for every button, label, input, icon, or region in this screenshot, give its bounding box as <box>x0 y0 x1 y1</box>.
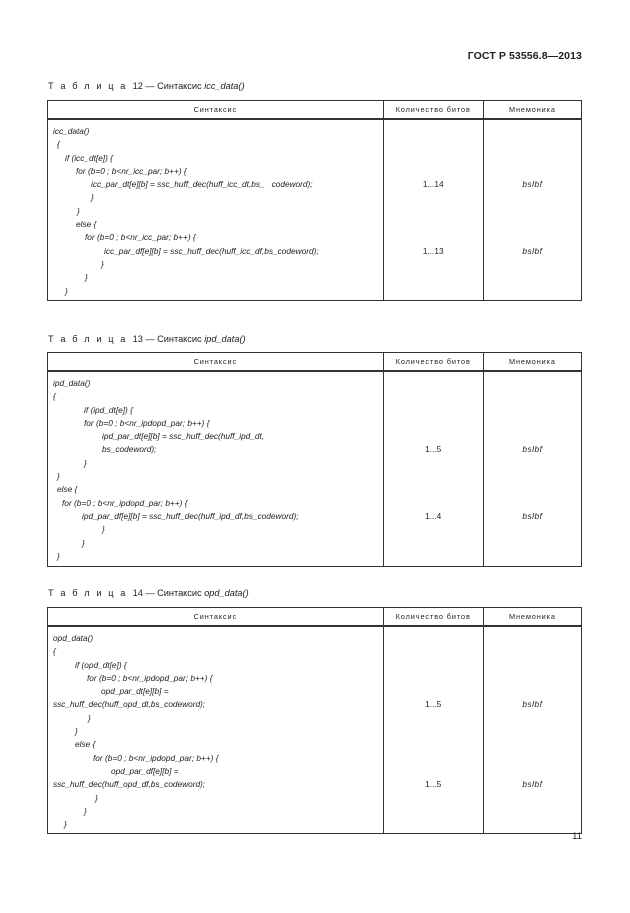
code-line: opd_par_dt[e][b] = <box>101 686 169 697</box>
syntax-cell <box>48 371 384 567</box>
mnemonic-value <box>484 417 581 430</box>
mnemonic-value <box>484 765 581 778</box>
mnemonic-value <box>484 685 581 698</box>
column-header-mnemonic: Мнемоника <box>483 353 581 372</box>
mnemonic-value <box>484 712 581 725</box>
caption-function: opd_data() <box>204 588 249 598</box>
mnemonic-value <box>484 430 581 443</box>
mnemonic-value <box>484 645 581 658</box>
code-line: else { <box>76 219 97 230</box>
mnemonic-value: bslbf <box>522 779 543 790</box>
code-line: } <box>82 537 85 548</box>
bits-value <box>384 125 483 138</box>
code-line: } <box>101 258 104 269</box>
code-line: for (b=0 ; b<nr_ipdopd_par; b++) { <box>93 752 219 763</box>
caption-number: 13 <box>132 334 143 344</box>
bits-value <box>384 497 483 510</box>
mnemonic-value <box>484 152 581 165</box>
bits-value: 1...5 <box>425 699 442 710</box>
mnemonic-value: bslbf <box>522 245 543 256</box>
code-line: } <box>95 792 98 803</box>
bits-value <box>384 390 483 403</box>
column-header-syntax: Синтаксис <box>48 608 384 627</box>
mnemonic-value <box>484 191 581 204</box>
code-line: } <box>57 471 60 482</box>
mnemonic-value <box>484 377 581 390</box>
bits-value: 1...13 <box>422 245 444 256</box>
caption-label: Т а б л и ц а <box>48 334 128 344</box>
code-line: } <box>64 819 67 830</box>
bits-value: 1...4 <box>425 510 442 521</box>
bits-value: 1...14 <box>422 179 444 190</box>
column-header-syntax: Синтаксис <box>48 101 384 120</box>
code-line: } <box>75 726 78 737</box>
code-line: icc_data() <box>53 126 90 136</box>
table-body-row <box>48 119 582 300</box>
mnemonic-value <box>484 390 581 403</box>
mnemonic-value <box>484 205 581 218</box>
column-header-syntax: Синтаксис <box>48 353 384 372</box>
caption-label: Т а б л и ц а <box>48 588 128 598</box>
mnemonic-value <box>484 404 581 417</box>
code-line: { <box>53 391 56 402</box>
table-body-row <box>48 626 582 834</box>
mnemonic-value <box>484 483 581 496</box>
code-line: } <box>65 285 68 296</box>
caption-dash: — <box>145 588 155 598</box>
column-header-bits: Количество битов <box>383 353 483 372</box>
mnemonic-value <box>484 470 581 483</box>
table-12-caption <box>48 81 245 91</box>
syntax-table-12 <box>47 100 582 301</box>
code-line: else { <box>57 484 78 495</box>
bits-value <box>384 470 483 483</box>
column-header-mnemonic: Мнемоника <box>483 101 581 120</box>
code-line: ssc_huff_dec(huff_opd_dt,bs_codeword); <box>53 699 206 710</box>
code-line: icc_par_df[e][b] = ssc_huff_dec(huff_icc_df,bs_codeword); <box>104 245 319 256</box>
code-line: ipd_data() <box>53 378 91 388</box>
mnemonic-value <box>484 672 581 685</box>
code-line: bs_codeword); <box>102 444 157 455</box>
table-body-row <box>48 371 582 567</box>
mnemonic-value <box>484 457 581 470</box>
bits-value <box>384 377 483 390</box>
bits-value <box>384 483 483 496</box>
code-line: else { <box>75 739 96 750</box>
code-line: for (b=0 ; b<nr_ipdopd_par; b++) { <box>87 672 213 683</box>
mnemonic-value <box>484 231 581 244</box>
mnemonic-value <box>484 497 581 510</box>
mnemonic-value <box>484 632 581 645</box>
mnemonic-value: bslbf <box>522 179 543 190</box>
mnemonic-value <box>484 725 581 738</box>
code-line: for (b=0 ; b<nr_icc_par; b++) { <box>85 232 196 243</box>
code-line: icc_par_dt[e][b] = ssc_huff_dec(huff_icc_dt,bs_ codeword); <box>91 179 313 190</box>
code-line: { <box>53 646 56 657</box>
mnemonic-value <box>484 138 581 151</box>
code-line: } <box>77 205 80 216</box>
mnemonic-value <box>484 125 581 138</box>
syntax-cell <box>48 119 384 300</box>
code-line: if (opd_dt[e]) { <box>75 659 127 670</box>
bits-value <box>384 138 483 151</box>
syntax-cell <box>48 626 384 834</box>
mnemonic-cell <box>483 626 581 834</box>
page-number: 11 <box>572 831 582 842</box>
code-line: opd_par_df[e][b] = <box>111 765 179 776</box>
mnemonic-value <box>484 218 581 231</box>
mnemonic-value: bslbf <box>522 699 543 710</box>
syntax-table-14 <box>47 607 582 834</box>
mnemonic-value: bslbf <box>522 510 543 521</box>
table-14-caption <box>48 588 249 598</box>
code-line: } <box>102 524 105 535</box>
mnemonic-value: bslbf <box>522 444 543 455</box>
code-line: } <box>57 550 60 561</box>
table-header-row <box>48 101 582 120</box>
bits-value <box>384 632 483 645</box>
column-header-mnemonic: Мнемоника <box>483 608 581 627</box>
code-line: } <box>84 805 87 816</box>
code-line: } <box>85 272 88 283</box>
caption-number: 12 <box>132 81 143 91</box>
bits-value: 1...5 <box>425 779 442 790</box>
caption-label: Т а б л и ц а <box>48 81 128 91</box>
table-13-caption <box>48 334 246 344</box>
caption-title: Синтаксис <box>157 81 202 91</box>
caption-title: Синтаксис <box>157 588 202 598</box>
mnemonic-value <box>484 659 581 672</box>
caption-function: ipd_data() <box>204 334 246 344</box>
caption-dash: — <box>145 334 155 344</box>
code-line: for (b=0 ; b<nr_icc_par; b++) { <box>76 165 187 176</box>
code-line: if (ipd_dt[e]) { <box>84 404 133 415</box>
mnemonic-cell <box>483 371 581 567</box>
caption-function: icc_data() <box>204 81 245 91</box>
mnemonic-value <box>484 165 581 178</box>
mnemonic-cell <box>483 119 581 300</box>
code-line: } <box>91 192 94 203</box>
code-line: for (b=0 ; b<nr_ipdopd_par; b++) { <box>62 497 188 508</box>
mnemonic-value <box>484 738 581 751</box>
code-line: if (icc_dt[e]) { <box>65 152 113 163</box>
code-line: opd_data() <box>53 633 94 643</box>
caption-title: Синтаксис <box>157 334 202 344</box>
column-header-bits: Количество битов <box>383 101 483 120</box>
code-line: ipd_par_df[e][b] = ssc_huff_dec(huff_ipd_df,bs_codeword); <box>82 510 299 521</box>
code-line: ipd_par_dt[e][b] = ssc_huff_dec(huff_ipd_dt, <box>102 431 265 442</box>
caption-number: 14 <box>132 588 143 598</box>
code-line: { <box>57 139 60 150</box>
code-line: ssc_huff_dec(huff_opd_df,bs_codeword); <box>53 779 206 790</box>
table-header-row <box>48 608 582 627</box>
code-line: } <box>84 457 87 468</box>
table-header-row <box>48 353 582 372</box>
column-header-bits: Количество битов <box>383 608 483 627</box>
code-line: for (b=0 ; b<nr_ipdopd_par; b++) { <box>84 417 210 428</box>
mnemonic-value <box>484 752 581 765</box>
caption-dash: — <box>145 81 155 91</box>
bits-value: 1...5 <box>425 444 442 455</box>
bits-value <box>384 645 483 658</box>
code-line: } <box>88 712 91 723</box>
document-header: ГОСТ Р 53556.8—2013 <box>467 50 582 62</box>
syntax-table-13 <box>47 352 582 567</box>
